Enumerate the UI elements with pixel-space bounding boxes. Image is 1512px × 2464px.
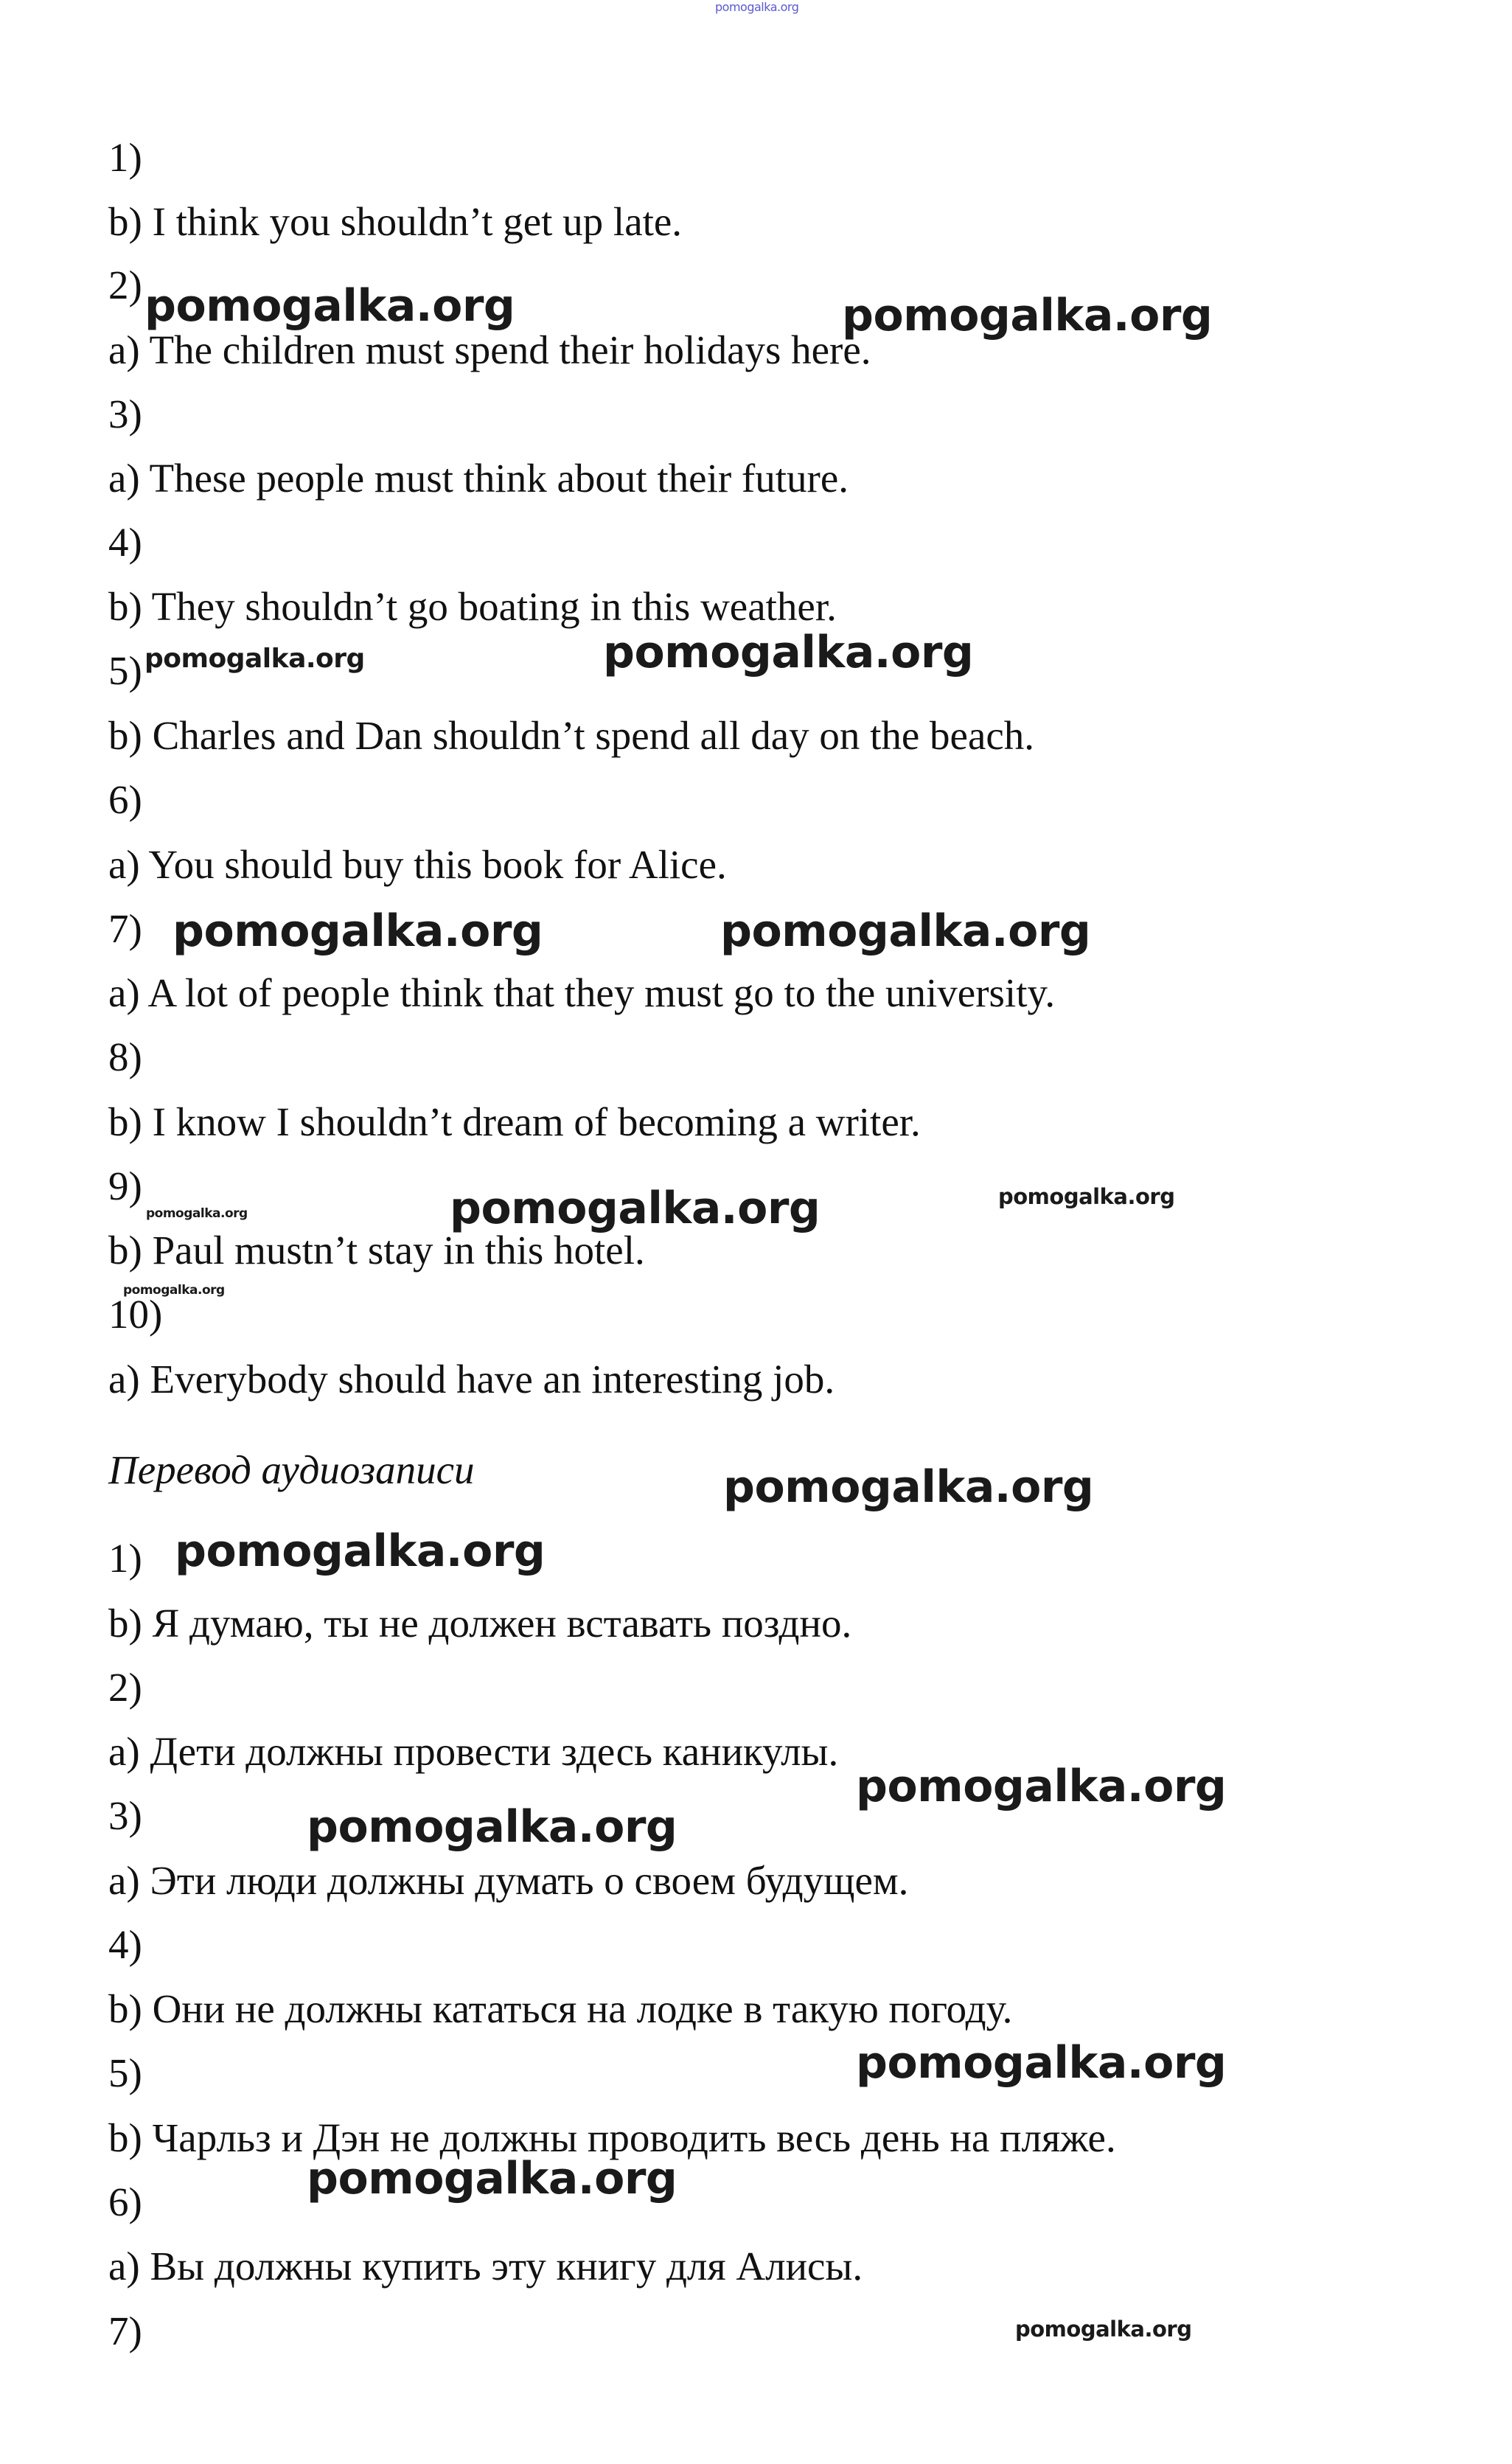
answer-text: b) Paul mustn’t stay in this hotel. xyxy=(108,1228,645,1273)
answer-text: a) Эти люди должны думать о своем будущем. xyxy=(108,1858,909,1903)
answer-number: 5) xyxy=(108,648,142,693)
answer-number: 5) xyxy=(108,2050,142,2095)
answer-text: a) A lot of people think that they must go to the university. xyxy=(108,970,1056,1015)
watermark: pomogalka.org xyxy=(450,1183,821,1234)
watermark: pomogalka.org xyxy=(856,1761,1227,1812)
answer-number: 6) xyxy=(108,777,142,822)
watermark: pomogalka.org xyxy=(123,1283,225,1298)
answer-number: 2) xyxy=(108,262,142,307)
answer-number: 2) xyxy=(108,1665,142,1710)
answer-text: a) Everybody should have an interesting job. xyxy=(108,1357,835,1402)
answer-number: 7) xyxy=(108,906,142,951)
watermark: pomogalka.org xyxy=(144,280,515,332)
watermark: pomogalka.org xyxy=(856,2037,1227,2089)
answer-text: a) These people must think about their future. xyxy=(108,456,849,501)
watermark: pomogalka.org xyxy=(720,905,1091,957)
watermark: pomogalka.org xyxy=(842,290,1213,341)
watermark: pomogalka.org xyxy=(144,644,365,674)
watermark: pomogalka.org xyxy=(307,1801,677,1853)
watermark: pomogalka.org xyxy=(603,627,974,678)
answer-text: b) Я думаю, ты не должен вставать поздно. xyxy=(108,1601,852,1646)
answer-number: 3) xyxy=(108,1793,142,1838)
watermark: pomogalka.org xyxy=(1015,2317,1192,2342)
watermark: pomogalka.org xyxy=(146,1206,248,1221)
answer-number: 8) xyxy=(108,1034,142,1079)
answer-text: b) Charles and Dan shouldn’t spend all day on the beach. xyxy=(108,713,1035,758)
answer-number: 10) xyxy=(108,1292,163,1337)
watermark: pomogalka.org xyxy=(307,2153,677,2204)
answer-number: 1) xyxy=(108,135,142,180)
answer-text: a) You should buy this book for Alice. xyxy=(108,842,727,887)
answer-text: b) Они не должны кататься на лодке в такую погоду. xyxy=(108,1986,1013,2031)
answer-number: 7) xyxy=(108,2308,142,2353)
answer-number: 9) xyxy=(108,1163,142,1208)
watermark: pomogalka.org xyxy=(998,1184,1175,1209)
answer-text: a) Дети должны провести здесь каникулы. xyxy=(108,1729,839,1774)
answer-number: 3) xyxy=(108,391,142,436)
watermark: pomogalka.org xyxy=(723,1461,1094,1513)
answer-number: 4) xyxy=(108,520,142,565)
answer-text: b) Чарльз и Дэн не должны проводить весь день на пляже. xyxy=(108,2115,1116,2160)
answer-number: 4) xyxy=(108,1922,142,1967)
answer-text: b) They shouldn’t go boating in this weather. xyxy=(108,584,837,629)
answer-number: 6) xyxy=(108,2179,142,2224)
answer-text: b) I know I shouldn’t dream of becoming a writer. xyxy=(108,1099,921,1144)
answer-text: a) The children must spend their holidays here. xyxy=(108,327,871,372)
answer-text: b) I think you shouldn’t get up late. xyxy=(108,199,683,244)
section-heading: Перевод аудиозаписи xyxy=(108,1447,475,1492)
header-watermark: pomogalka.org xyxy=(715,0,799,14)
watermark: pomogalka.org xyxy=(173,905,543,957)
answer-text: a) Вы должны купить эту книгу для Алисы. xyxy=(108,2244,863,2289)
watermark: pomogalka.org xyxy=(175,1525,546,1577)
answer-number: 1) xyxy=(108,1536,142,1581)
